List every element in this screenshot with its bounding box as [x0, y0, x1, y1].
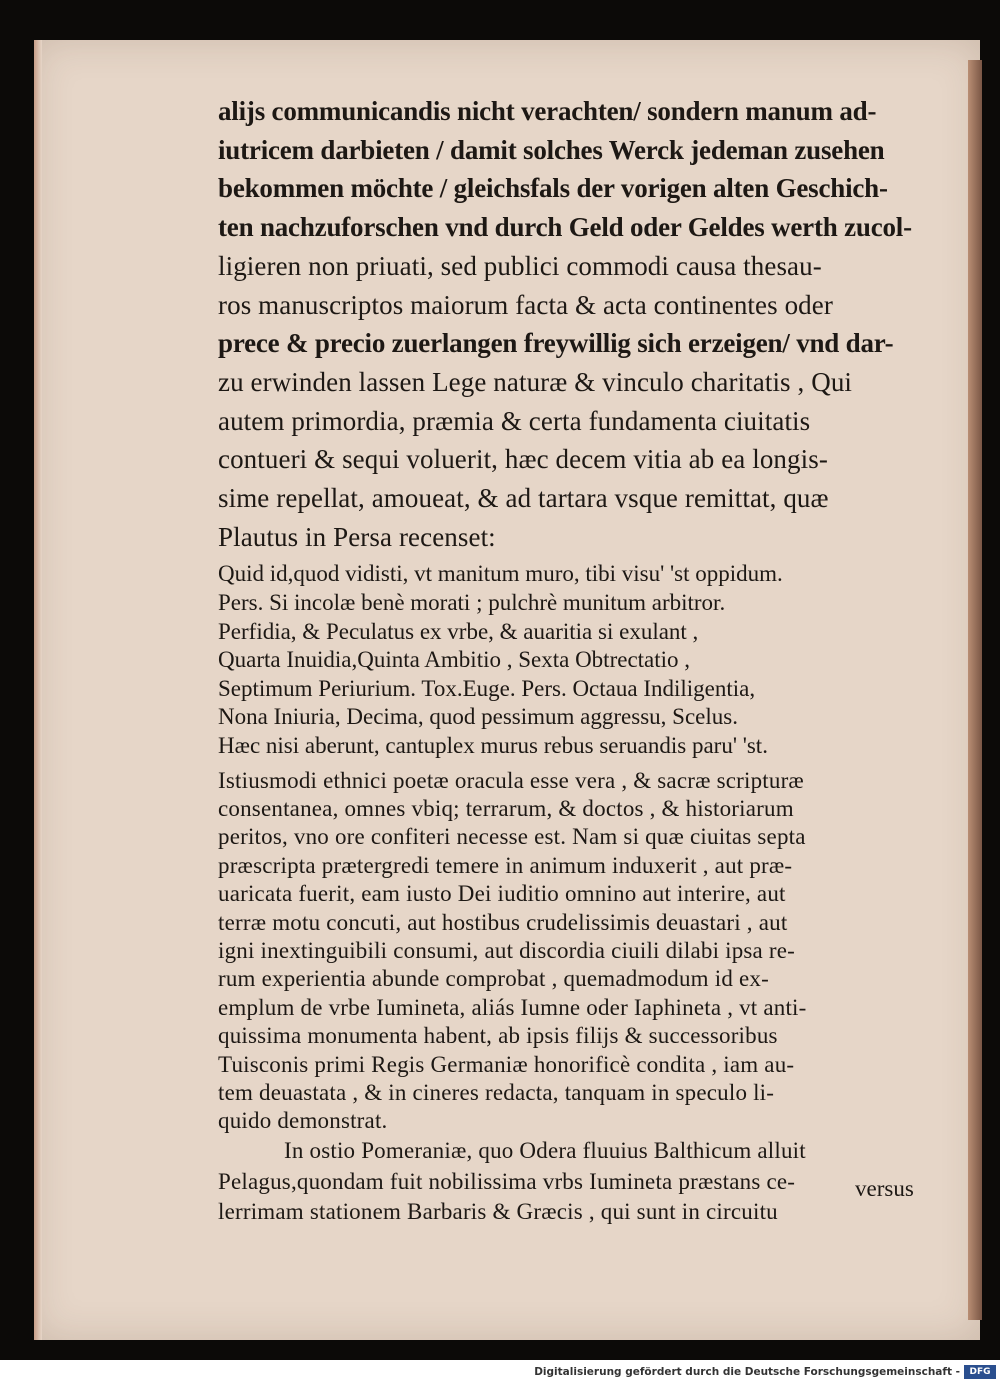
verse-line: Hæc nisi aberunt, cantuplex murus rebus seruandis paru' 'st. — [218, 733, 768, 758]
text-line: sime repellat, amoueat, & ad tartara vsque remittat, quæ — [218, 483, 829, 514]
text-line: Pelagus,quondam fuit nobilissima vrbs Iumineta præstans ce- — [218, 1168, 796, 1194]
text-line: autem primordia, præmia & certa fundamenta ciuitatis — [218, 405, 811, 436]
text-line: In ostio Pomeraniæ, quo Odera fluuius Balthicum alluit — [284, 1137, 806, 1163]
footer-bar — [0, 1360, 1000, 1386]
page-gutter-shadow — [34, 40, 42, 1340]
text-line: lerrimam stationem Barbaris & Græcis , qui sunt in circuitu — [218, 1199, 778, 1225]
page-text — [218, 92, 934, 1228]
text-line: tem deuastata , & in cineres redacta, tanquam in speculo li- — [218, 1080, 775, 1106]
text-line: zu erwinden lassen Lege naturæ & vinculo charitatis , Qui — [218, 366, 853, 397]
text-line: peritos, vno ore confiteri necesse est. Nam si quæ ciuitas septa — [218, 824, 806, 850]
text-line: quido demonstrat. — [218, 1108, 388, 1134]
paragraph-1 — [218, 92, 934, 556]
text-line: Plautus in Persa recenset: — [218, 521, 496, 552]
verse-line: Pers. Si incolæ benè morati ; pulchrè munitum arbitror. — [218, 590, 726, 616]
verse-line: Nona Iniuria, Decima, quod pessimum aggressu, Scelus. — [218, 704, 738, 730]
text-line: alijs communicandis nicht verachten/ sondern manum ad- — [218, 96, 877, 126]
verse-line: Septimum Periurium. Tox.Euge. Pers. Octaua Indiligentia, — [218, 675, 756, 701]
plautus-quotation — [218, 560, 934, 760]
text-line: bekommen möchte / gleichsfals der vorigen alten Geschich- — [218, 173, 888, 204]
verse-line: Quid id,quod vidisti, vt manitum muro, tibi visu' 'st oppidum. — [218, 561, 783, 587]
text-line: prece & precio zuerlangen freywillig sich erzeigen/ vnd dar- — [218, 328, 894, 359]
text-line: igni inextinguibili consumi, aut discordia ciuili dilabi ipsa re- — [218, 938, 796, 964]
text-line: rum experientia abunde comprobat , quemadmodum id ex- — [218, 966, 769, 992]
text-line: ros manuscriptos maiorum facta & acta continentes oder — [218, 289, 833, 320]
text-line: iutricem darbieten / damit solches Werck jedeman zusehen — [218, 134, 885, 165]
text-line: ten nachzuforschen vnd durch Geld oder Geldes werth zucol- — [218, 212, 912, 243]
text-line: emplum de vrbe Iumineta, aliás Iumne oder Iaphineta , vt anti- — [218, 994, 807, 1020]
text-line: ligieren non priuati, sed publici commodi causa thesau- — [218, 250, 822, 281]
footer-credit: Digitalisierung gefördert durch die Deutsche Forschungsgemeinschaft - — [534, 1366, 960, 1378]
text-line: præscripta prætergredi temere in animum induxerit , aut præ- — [218, 852, 793, 878]
text-line: terræ motu concuti, aut hostibus crudelissimis deuastari , aut — [218, 909, 788, 935]
paragraph-2 — [218, 767, 934, 1136]
text-line: consentanea, omnes vbiq; terrarum, & doctos , & historiarum — [218, 796, 794, 821]
verse-line: Perfidia, & Peculatus ex vrbe, & auaritia si exulant , — [218, 618, 699, 644]
catchword: versus — [855, 1176, 914, 1201]
text-line: Tuisconis primi Regis Germaniæ honorificè condita , iam au- — [218, 1051, 795, 1077]
page-fore-edge — [968, 60, 982, 1320]
text-line: contueri & sequi voluerit, hæc decem vitia ab ea longis- — [218, 444, 828, 475]
dfg-logo-icon: DFG — [964, 1365, 996, 1379]
verse-line: Quarta Inuidia,Quinta Ambitio , Sexta Obtrectatio , — [218, 647, 691, 673]
text-line: Istiusmodi ethnici poetæ oracula esse vera , & sacræ scripturæ — [218, 767, 804, 793]
text-line: uaricata fuerit, eam iusto Dei iuditio omnino aut interire, aut — [218, 881, 786, 907]
paragraph-3 — [218, 1136, 934, 1228]
text-line: quissima monumenta habent, ab ipsis filijs & successoribus — [218, 1023, 778, 1049]
